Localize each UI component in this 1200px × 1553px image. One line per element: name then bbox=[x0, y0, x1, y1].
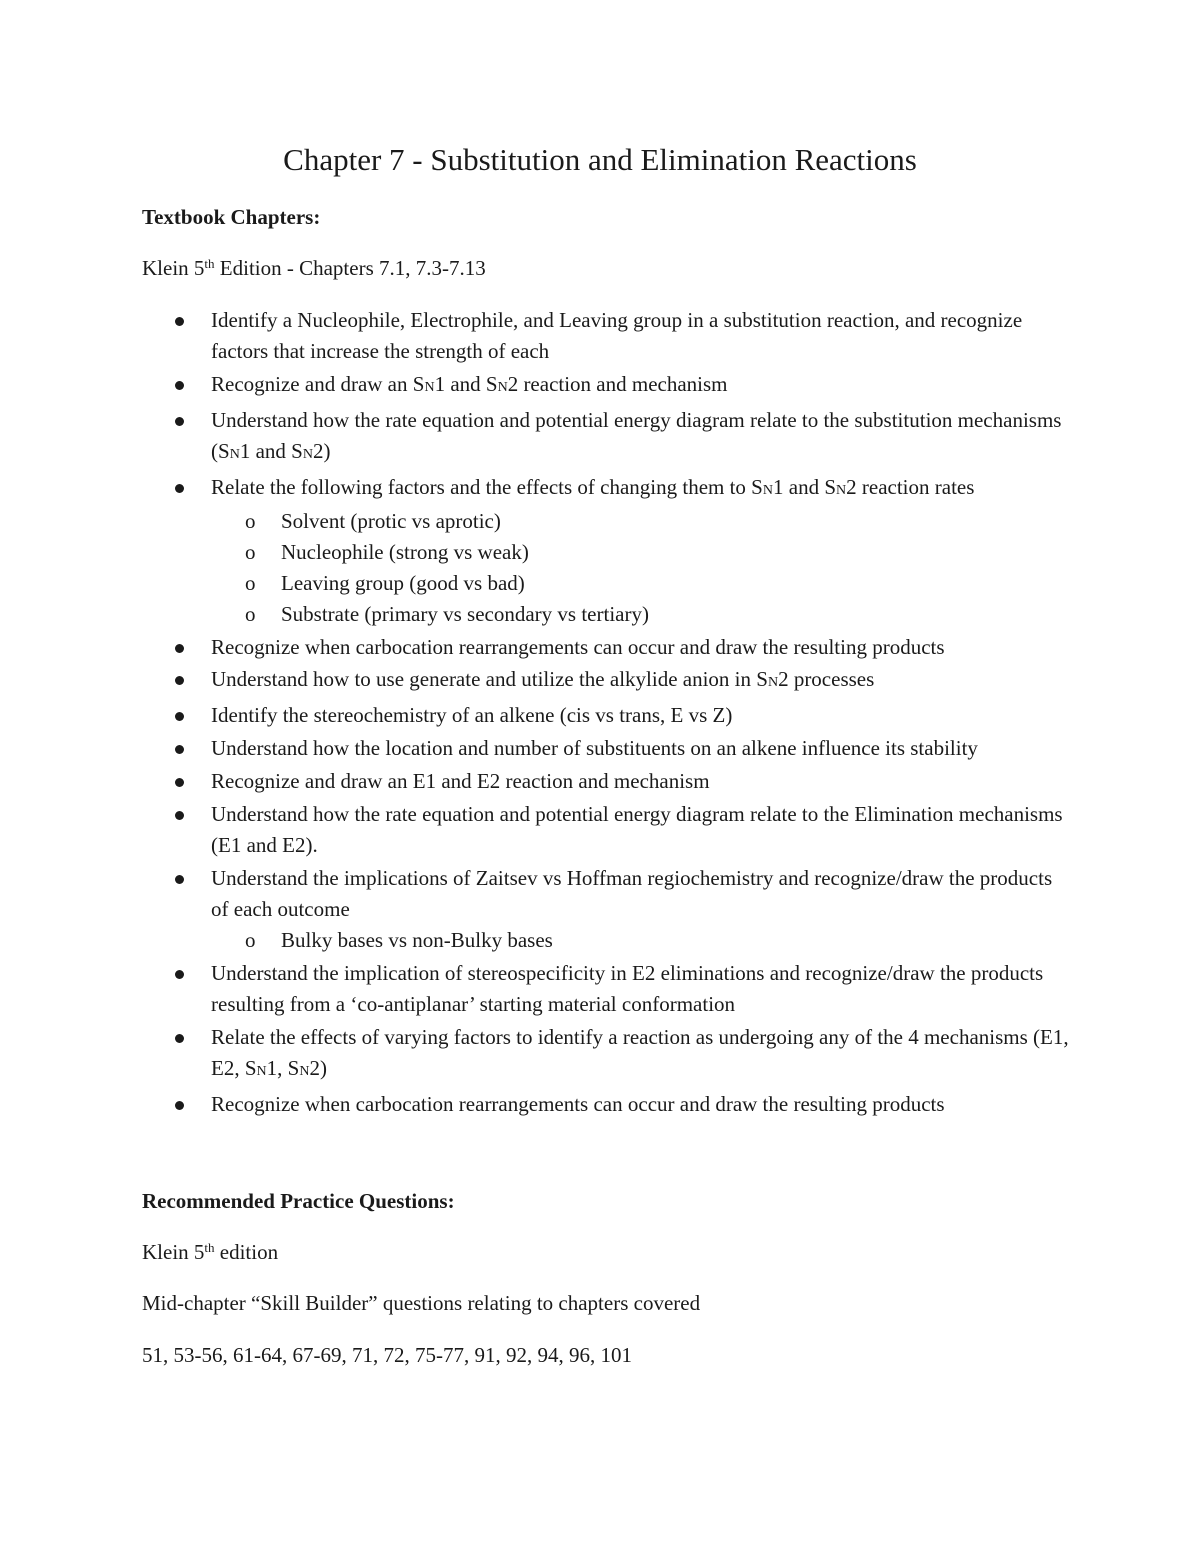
objective-item: Understand how the location and number of substituents on an alkene influence its stability bbox=[142, 733, 1072, 764]
bases-sublist bbox=[211, 925, 1072, 956]
objective-item: Understand the implications of Zaitsev vs Hoffman regiochemistry and recognize/draw the products of each outcome o Bulky bases vs non-Bulky bases bbox=[142, 863, 1072, 956]
sub-list-item: o Leaving group (good vs bad) bbox=[210, 568, 1072, 599]
hollow-bullet-icon: o bbox=[245, 540, 256, 564]
bullet-icon bbox=[175, 970, 184, 979]
hollow-bullet-icon: o bbox=[245, 602, 256, 626]
sub-list-item: o Nucleophile (strong vs weak) bbox=[210, 537, 1072, 568]
bullet-icon bbox=[175, 1034, 184, 1043]
objective-item: Understand how to use generate and utilize the alkylide anion in SN2 processes bbox=[142, 664, 1072, 698]
textbook-chapters-heading: Textbook Chapters: bbox=[142, 205, 321, 229]
bullet-icon bbox=[175, 381, 184, 390]
objective-item: Relate the following factors and the effects of changing them to SN1 and SN2 reaction rates o Solvent (protic vs aprotic) o Nucleophile (strong vs weak) o Leaving group (good vs bad) o Substrate (primary vs secondary vs tertiary) bbox=[142, 472, 1072, 630]
objective-item: Recognize and draw an E1 and E2 reaction and mechanism bbox=[142, 766, 1072, 797]
sub-list-item: o Solvent (protic vs aprotic) bbox=[210, 506, 1072, 537]
objective-item: Understand how the rate equation and potential energy diagram relate to the Elimination mechanisms (E1 and E2). bbox=[142, 799, 1072, 861]
objective-item: Recognize when carbocation rearrangements can occur and draw the resulting products bbox=[142, 632, 1072, 663]
bullet-icon bbox=[175, 676, 184, 685]
objective-item: Understand the implication of stereospecificity in E2 eliminations and recognize/draw the products resulting from a ‘co-antiplanar’ starting material conformation bbox=[142, 958, 1072, 1020]
bullet-icon bbox=[175, 778, 184, 787]
sub-list-item: o Substrate (primary vs secondary vs tertiary) bbox=[210, 599, 1072, 630]
hollow-bullet-icon: o bbox=[245, 927, 256, 952]
bullet-icon bbox=[175, 745, 184, 754]
hollow-bullet-icon: o bbox=[245, 509, 256, 533]
objective-item: Recognize and draw an SN1 and SN2 reaction and mechanism bbox=[142, 369, 1072, 403]
bullet-icon bbox=[175, 644, 184, 653]
bullet-icon bbox=[175, 1101, 184, 1110]
bullet-icon bbox=[175, 811, 184, 820]
bullet-icon bbox=[175, 417, 184, 426]
bullet-icon bbox=[175, 712, 184, 721]
question-numbers: 51, 53-56, 61-64, 67-69, 71, 72, 75-77, 91, 92, 94, 96, 101 bbox=[142, 1343, 632, 1367]
hollow-bullet-icon: o bbox=[245, 571, 256, 595]
bullet-icon bbox=[175, 317, 184, 326]
bullet-icon bbox=[175, 484, 184, 493]
objective-item: Recognize when carbocation rearrangements can occur and draw the resulting products bbox=[142, 1089, 1072, 1120]
objective-item: Understand how the rate equation and potential energy diagram relate to the substitution mechanisms (SN1 and SN2) bbox=[142, 405, 1072, 470]
factor-sublist bbox=[211, 506, 1072, 630]
objective-item: Identify a Nucleophile, Electrophile, and Leaving group in a substitution reaction, and recognize factors that increase the strength of each bbox=[142, 305, 1072, 367]
page-title: Chapter 7 - Substitution and Elimination Reactions bbox=[283, 142, 917, 177]
objective-item: Relate the effects of varying factors to identify a reaction as undergoing any of the 4 mechanisms (E1, E2, SN1, SN2) bbox=[142, 1022, 1072, 1087]
klein-chapters-line: Klein 5th Edition - Chapters 7.1, 7.3-7.13 bbox=[142, 256, 486, 280]
practice-questions-heading: Recommended Practice Questions: bbox=[142, 1189, 455, 1213]
objective-item: Identify the stereochemistry of an alkene (cis vs trans, E vs Z) bbox=[142, 700, 1072, 731]
klein-edition-line: Klein 5th edition bbox=[142, 1240, 279, 1264]
bullet-icon bbox=[175, 875, 184, 884]
learning-objectives-list bbox=[142, 305, 1072, 1121]
mid-chapter-line: Mid-chapter “Skill Builder” questions relating to chapters covered bbox=[142, 1291, 701, 1315]
sub-list-item: o Bulky bases vs non-Bulky bases bbox=[210, 925, 1072, 956]
